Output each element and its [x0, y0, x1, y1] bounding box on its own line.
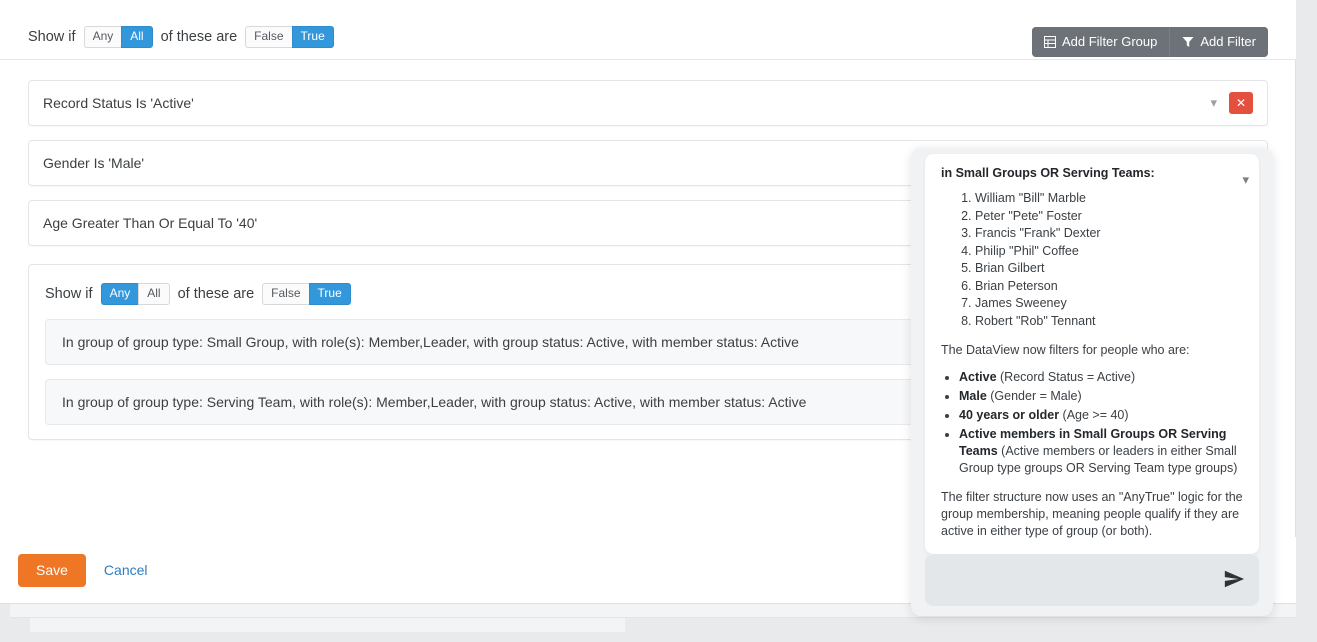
group-show-if-label: Show if: [45, 286, 93, 302]
group-quantifier-any[interactable]: Any: [101, 283, 139, 305]
root-value-true[interactable]: True: [292, 26, 334, 48]
filter-row-text: Gender Is 'Male': [43, 155, 145, 171]
save-button[interactable]: Save: [18, 554, 86, 587]
criteria-bold: Active: [959, 370, 997, 384]
assistant-summary-text: The filter structure now uses an "AnyTrue" logic for the group membership, meaning people qualify if they are active in either type of group (or both).: [941, 490, 1243, 538]
panel-bottom-edge-2: [30, 618, 625, 632]
chevron-down-icon[interactable]: ▾: [1242, 172, 1249, 187]
show-if-label: Show if: [28, 29, 76, 45]
assistant-criteria-list: [941, 369, 1243, 477]
list-item: 3. Francis "Frank" Dexter: [975, 225, 1243, 243]
group-of-these-are-label: of these are: [177, 286, 255, 302]
funnel-icon: [1182, 36, 1194, 48]
root-quantifier-all[interactable]: All: [121, 26, 152, 48]
list-item: [959, 407, 1243, 424]
send-icon[interactable]: [1223, 568, 1245, 590]
assistant-people-list: [941, 190, 1243, 330]
add-filter-button[interactable]: [1169, 27, 1268, 57]
list-item: [959, 388, 1243, 405]
root-show-if-controls: [28, 26, 334, 48]
cancel-button[interactable]: Cancel: [103, 562, 148, 578]
assistant-message-heading: in Small Groups OR Serving Teams:: [941, 166, 1155, 180]
filter-toolbar: [1032, 27, 1268, 57]
grid-icon: [1044, 36, 1056, 48]
criteria-rest: (Age >= 40): [1059, 408, 1129, 422]
assistant-chat-panel: [911, 148, 1273, 616]
group-value-false[interactable]: False: [262, 283, 308, 305]
filter-row-text: Age Greater Than Or Equal To '40': [43, 215, 258, 231]
group-value-group: [262, 283, 351, 305]
criteria-bold: Active members in Small Groups OR Serving Teams: [959, 427, 1227, 458]
chat-input[interactable]: [925, 554, 1259, 606]
of-these-are-label: of these are: [160, 29, 238, 45]
list-item: 7. James Sweeney: [975, 295, 1243, 313]
root-quantifier-group: [84, 26, 153, 48]
group-filter-row-text: In group of group type: Serving Team, with role(s): Member,Leader, with group status: Active, with member status: Active: [62, 394, 807, 410]
assistant-intro-text: The DataView now filters for people who are:: [941, 343, 1190, 357]
chevron-down-icon[interactable]: ▾: [1210, 95, 1217, 110]
add-filter-label: Add Filter: [1200, 34, 1256, 49]
criteria-bold: Male: [959, 389, 987, 403]
add-filter-group-label: Add Filter Group: [1061, 34, 1158, 49]
criteria-rest: (Gender = Male): [986, 389, 1082, 403]
root-quantifier-any[interactable]: Any: [84, 26, 122, 48]
group-value-true[interactable]: True: [309, 283, 351, 305]
list-item: 2. Peter "Pete" Foster: [975, 208, 1243, 226]
root-value-group: [245, 26, 334, 48]
filter-row-text: Record Status Is 'Active': [43, 95, 194, 111]
group-filter-row-text: In group of group type: Small Group, with role(s): Member,Leader, with group status: Active, with member status: Active: [62, 334, 799, 350]
criteria-bold: 40 years or older: [959, 408, 1060, 422]
filter-panel-header: [0, 0, 1296, 60]
group-quantifier-group: [101, 283, 170, 305]
criteria-rest: (Record Status = Active): [996, 370, 1136, 384]
filter-row[interactable]: [28, 80, 1268, 126]
criteria-rest: (Active members or leaders in either Small Group type groups OR Serving Team type groups): [959, 444, 1238, 475]
delete-filter-button[interactable]: ✕: [1229, 92, 1253, 114]
list-item: 8. Robert "Rob" Tennant: [975, 313, 1243, 331]
list-item: [959, 369, 1243, 386]
list-item: 6. Brian Peterson: [975, 278, 1243, 296]
list-item: 5. Brian Gilbert: [975, 260, 1243, 278]
assistant-message: [925, 154, 1259, 554]
add-filter-group-button[interactable]: [1032, 27, 1169, 57]
list-item: [959, 426, 1243, 477]
list-item: 4. Philip "Phil" Coffee: [975, 243, 1243, 261]
root-value-false[interactable]: False: [245, 26, 291, 48]
group-quantifier-all[interactable]: All: [138, 283, 169, 305]
list-item: 1. William "Bill" Marble: [975, 190, 1243, 208]
